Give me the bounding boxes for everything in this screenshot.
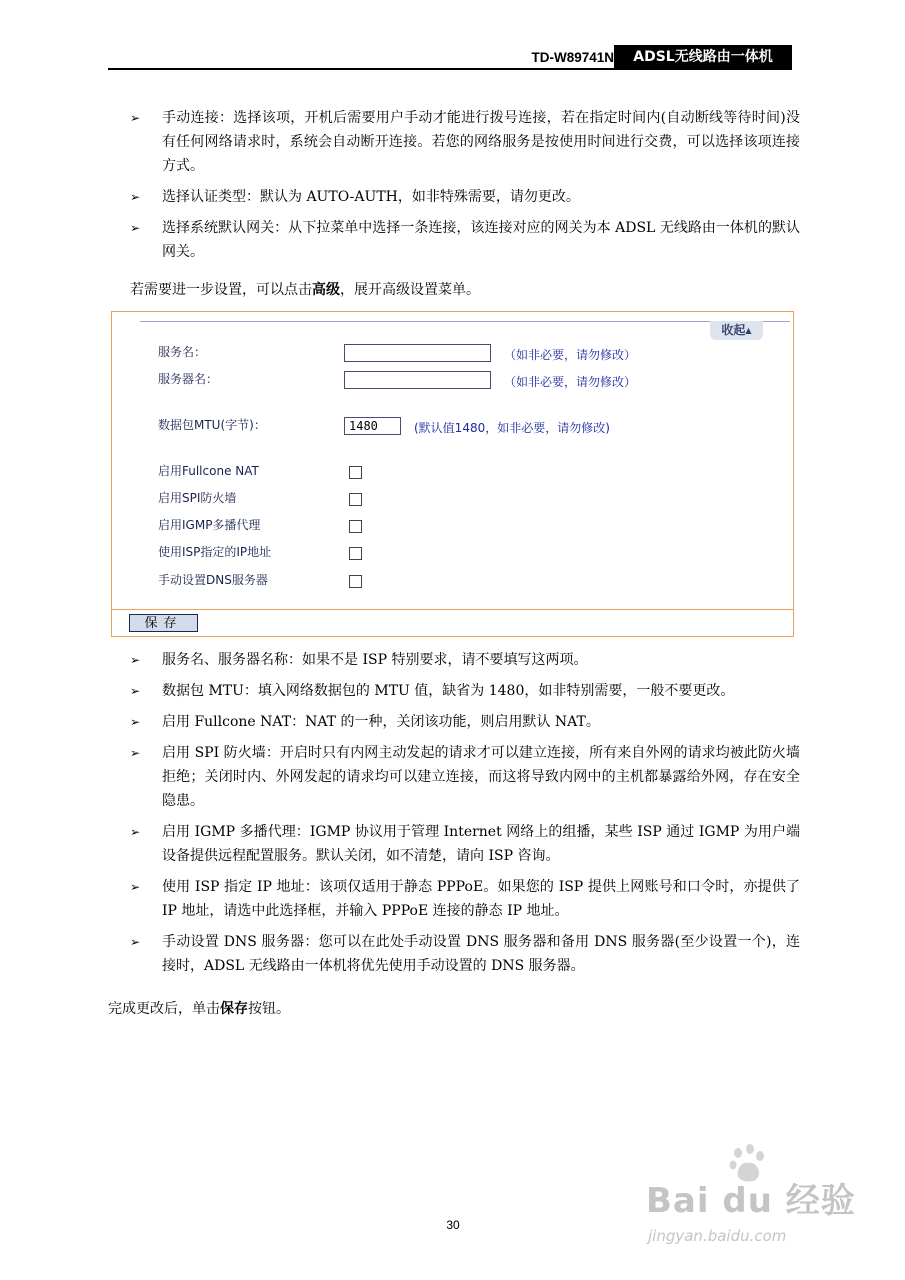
arrow-bullet-icon: ➢	[130, 880, 141, 894]
list-item: ➢ 启用 SPI 防火墙：开启时只有内网主动发起的请求才可以建立连接，所有来自外网的请求均被此防火墙拒绝；关闭时内、外网发起的请求均可以建立连接，而这将导致内网中的主机都暴露给外网，存在安全隐患。	[108, 741, 800, 813]
completion-paragraph: 完成更改后，单击保存按钮。	[108, 1001, 290, 1017]
watermark-brand: Bai du 经验	[646, 1181, 856, 1221]
bullet-list-top	[108, 106, 800, 271]
header-model: TD-W89741N	[531, 50, 614, 65]
server-name-input[interactable]	[344, 371, 491, 389]
list-item: ➢ 选择系统默认网关：从下拉菜单中选择一条连接，该连接对应的网关为本 ADSL 无线路由一体机的默认网关。	[108, 216, 800, 264]
header-title: ADSL无线路由一体机	[614, 45, 792, 69]
list-item: ➢ 启用 IGMP 多播代理：IGMP 协议用于管理 Internet 网络上的组播，某些 ISP 通过 IGMP 为用户端设备提供远程配置服务。默认关闭，如不清楚，请向 ISP 咨询。	[108, 820, 800, 868]
save-keyword: 保存	[220, 1001, 248, 1017]
option-label: 启用IGMP多播代理	[158, 518, 261, 532]
spi-firewall-checkbox[interactable]	[349, 493, 362, 506]
arrow-bullet-icon: ➢	[130, 684, 141, 698]
option-label: 启用Fullcone NAT	[158, 464, 259, 478]
server-name-hint: （如非必要，请勿修改）	[504, 375, 637, 389]
arrow-bullet-icon: ➢	[130, 715, 141, 729]
save-button[interactable]: 保存	[129, 614, 198, 632]
arrow-bullet-icon: ➢	[130, 190, 141, 204]
service-name-hint: （如非必要，请勿修改）	[504, 348, 637, 362]
caret-up-icon: ▲	[745, 326, 752, 335]
service-name-input[interactable]	[344, 344, 491, 362]
fullcone-nat-checkbox[interactable]	[349, 466, 362, 479]
bullet-list-bottom	[108, 648, 800, 985]
arrow-bullet-icon: ➢	[130, 111, 141, 125]
list-item: ➢ 选择认证类型：默认为 AUTO-AUTH，如非特殊需要，请勿更改。	[108, 185, 800, 209]
manual-dns-checkbox[interactable]	[349, 575, 362, 588]
arrow-bullet-icon: ➢	[130, 653, 141, 667]
list-item: ➢ 启用 Fullcone NAT：NAT 的一种，关闭该功能，则启用默认 NAT。	[108, 710, 800, 734]
mtu-hint: (默认值1480，如非必要，请勿修改)	[414, 421, 610, 435]
igmp-proxy-checkbox[interactable]	[349, 520, 362, 533]
advanced-keyword: 高级	[312, 282, 340, 298]
list-item: ➢ 使用 ISP 指定 IP 地址：该项仅适用于静态 PPPoE。如果您的 ISP 提供上网账号和口令时，亦提供了 IP 地址，请选中此选择框，并输入 PPPoE 连接的静态 IP 地址。	[108, 875, 800, 923]
server-name-label: 服务器名：	[158, 372, 219, 386]
arrow-bullet-icon: ➢	[130, 825, 141, 839]
form-footer-divider	[112, 609, 793, 610]
mtu-input[interactable]: 1480	[344, 417, 401, 435]
service-name-label: 服务名：	[158, 345, 207, 359]
watermark-url: jingyan.baidu.com	[648, 1227, 787, 1245]
mtu-label: 数据包MTU(字节)：	[158, 418, 266, 432]
list-item: ➢ 服务名、服务器名称：如果不是 ISP 特别要求，请不要填写这两项。	[108, 648, 800, 672]
option-label: 手动设置DNS服务器	[158, 573, 268, 587]
arrow-bullet-icon: ➢	[130, 935, 141, 949]
advanced-settings-screenshot	[111, 311, 794, 637]
section-divider	[140, 321, 790, 322]
arrow-bullet-icon: ➢	[130, 221, 141, 235]
list-item: ➢ 数据包 MTU：填入网络数据包的 MTU 值，缺省为 1480，如非特别需要，一般不要更改。	[108, 679, 800, 703]
advanced-paragraph: 若需要进一步设置，可以点击高级，展开高级设置菜单。	[130, 282, 480, 298]
collapse-button[interactable]: 收起▲	[710, 321, 763, 340]
list-item: ➢ 手动设置 DNS 服务器：您可以在此处手动设置 DNS 服务器和备用 DNS 服务器(至少设置一个)，连接时，ADSL 无线路由一体机将优先使用手动设置的 DNS 服务器。	[108, 930, 800, 978]
arrow-bullet-icon: ➢	[130, 746, 141, 760]
list-item: ➢ 手动连接：选择该项，开机后需要用户手动才能进行拨号连接，若在指定时间内(自动断线等待时间)没有任何网络请求时，系统会自动断开连接。若您的网络服务是按使用时间进行交费，可以选择该项连接方式。	[108, 106, 800, 178]
header-rule	[108, 68, 792, 70]
option-label: 使用ISP指定的IP地址	[158, 545, 272, 559]
isp-ip-checkbox[interactable]	[349, 547, 362, 560]
page-number: 30	[446, 1218, 460, 1232]
option-label: 启用SPI防火墙	[158, 491, 237, 505]
